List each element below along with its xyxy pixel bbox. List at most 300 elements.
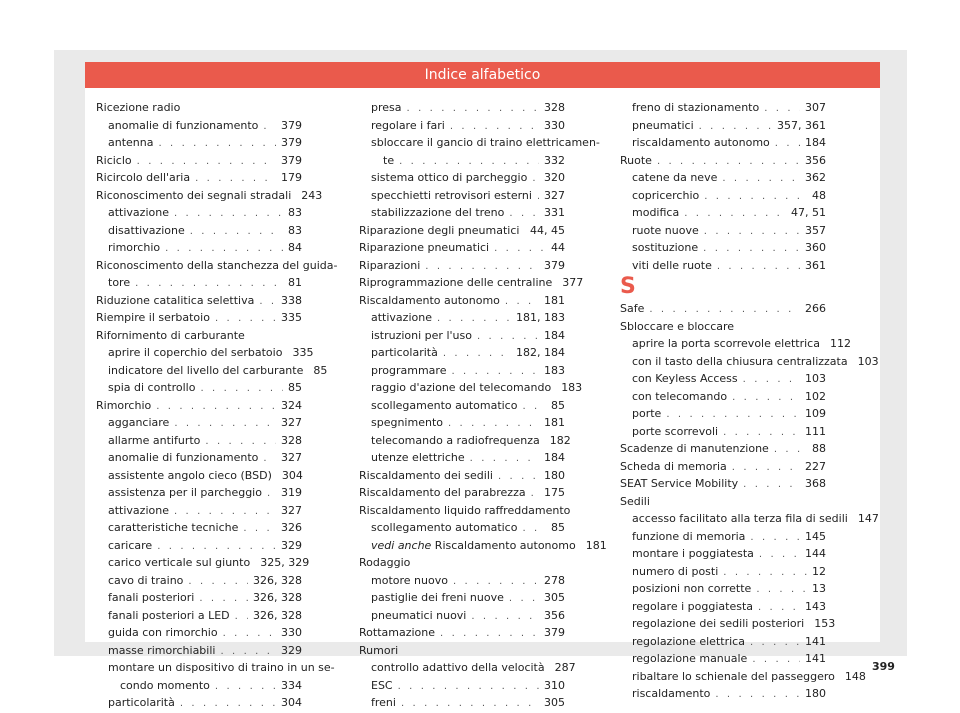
entry-label: Riparazione pneumatici [359, 241, 490, 254]
entry-label: montare un dispositivo di traino in un se- [108, 661, 335, 674]
entry-label: Riparazione degli pneumatici [359, 223, 520, 237]
dot-leader [715, 686, 800, 704]
entry-page-ref: 305 [544, 591, 565, 604]
entry-label: allarme antifurto [108, 433, 201, 447]
index-entry [96, 187, 323, 205]
entry-label: Ricircolo dell'aria [96, 171, 191, 184]
entry-label: indicatore del livello del carburante [108, 363, 304, 377]
dot-leader [774, 441, 807, 459]
entry-label: utenze elettriche [371, 451, 465, 464]
index-subentry [359, 344, 565, 362]
entry-page-ref: 304 [281, 696, 302, 709]
index-subentry [620, 545, 826, 563]
entry-label: regolazione manuale [632, 652, 748, 665]
entry-page-ref: 307 [805, 101, 826, 114]
index-subentry [620, 650, 826, 668]
index-entry [96, 99, 302, 117]
entry-page-ref: 361 [805, 258, 826, 272]
dot-leader [200, 380, 283, 398]
dot-leader [752, 651, 800, 669]
dot-leader [174, 205, 283, 223]
entry-label: Riconoscimento dei segnali stradali [96, 188, 292, 202]
entry-page-ref: 184 [544, 451, 565, 464]
dot-leader [522, 398, 546, 416]
entry-label: montare i poggiatesta [632, 547, 754, 560]
entry-page-ref: 175 [544, 486, 565, 499]
entry-label: ruote nuove [632, 223, 699, 237]
index-subentry [96, 572, 302, 590]
entry-page-ref: 287 [554, 661, 576, 674]
entry-label: Ruote [620, 153, 652, 167]
entry-page-ref: 102 [805, 389, 826, 403]
entry-label: programmare [371, 363, 447, 377]
section-letter: S [620, 274, 636, 299]
entry-label: pneumatici nuovi [371, 608, 467, 622]
entry-page-ref: 13 [812, 582, 826, 595]
entry-label: motore nuovo [371, 573, 448, 587]
index-entry [359, 642, 565, 660]
entry-page-ref: 319 [281, 486, 302, 499]
entry-label: condo momento [120, 678, 210, 692]
index-subentry [620, 405, 826, 423]
entry-page-ref: 81 [288, 276, 302, 289]
entry-page-ref: 379 [281, 153, 302, 167]
entry-page-ref: 179 [281, 171, 302, 184]
entry-label: controllo adattivo della velocità [371, 661, 545, 674]
index-subentry [359, 204, 565, 222]
entry-page-ref: 181, 183 [516, 311, 565, 324]
entry-label: Riscaldamento autonomo [359, 293, 500, 307]
entry-page-ref: 310 [544, 678, 565, 692]
entry-page-ref: 377 [562, 276, 584, 289]
dot-leader [494, 240, 546, 258]
index-subentry [359, 169, 565, 187]
entry-label: agganciare [108, 416, 170, 429]
entry-page-ref: 88 [812, 442, 826, 455]
dot-leader [470, 450, 539, 468]
dot-leader [722, 170, 800, 188]
entry-label: Rumori [359, 643, 399, 657]
dot-leader [263, 118, 276, 136]
entry-label: con il tasto della chiusura centralizzata [632, 354, 848, 368]
entry-label: disattivazione [108, 223, 185, 237]
dot-leader [743, 371, 800, 389]
entry-label: sbloccare il gancio di traino elettricamen- [371, 136, 600, 149]
entry-page-ref: 83 [288, 206, 302, 219]
index-entry [359, 484, 565, 502]
entry-page-ref: 84 [288, 241, 302, 254]
index-subentry [359, 99, 565, 117]
dot-leader [199, 590, 248, 608]
index-subentry [96, 414, 302, 432]
entry-label: con telecomando [632, 389, 728, 403]
entry-page-ref: 330 [281, 626, 302, 639]
index-entry [359, 467, 565, 485]
entry-label: porte scorrevoli [632, 424, 719, 438]
entry-label: regolazione dei sedili posteriori [632, 617, 805, 630]
dot-leader [205, 433, 276, 451]
dot-leader [425, 258, 539, 276]
entry-label: riscaldamento autonomo [632, 136, 770, 149]
dot-leader [723, 424, 800, 442]
index-subentry [359, 694, 565, 712]
entry-label: numero di posti [632, 564, 719, 578]
entry-page-ref: 379 [544, 626, 565, 639]
index-entry [96, 169, 302, 187]
entry-label: regolare i poggiatesta [632, 599, 753, 613]
entry-label: Riduzione catalitica selettiva [96, 293, 255, 307]
index-entry [359, 239, 565, 257]
dot-leader [775, 135, 800, 153]
entry-page-ref: 332 [544, 153, 565, 167]
dot-leader [759, 546, 800, 564]
entry-label: Riciclo [96, 153, 132, 167]
entry-label: tore [108, 276, 131, 289]
entry-page-ref: 325, 329 [260, 556, 310, 569]
entry-page-ref: 85 [288, 381, 302, 394]
dot-leader [699, 118, 772, 136]
entry-label: accesso facilitato alla terza fila di sedili [632, 512, 848, 525]
entry-label: funzione di memoria [632, 529, 746, 543]
dot-leader [723, 564, 807, 582]
entry-label: Rimorchio [96, 398, 152, 412]
index-entry [620, 458, 826, 476]
dot-leader [477, 328, 539, 346]
index-subentry [96, 589, 302, 607]
page-title: Indice alfabetico [424, 67, 541, 83]
entry-page-ref: 183 [561, 381, 583, 394]
index-header [85, 62, 880, 88]
entry-page-ref: 326, 328 [253, 608, 302, 622]
dot-leader [135, 275, 283, 293]
entry-label: posizioni non corrette [632, 582, 752, 595]
dot-leader [158, 135, 276, 153]
dot-leader [498, 468, 539, 486]
dot-leader [188, 573, 248, 591]
entry-label: spegnimento [371, 416, 443, 429]
dot-leader [666, 406, 800, 424]
entry-label: aprire il coperchio del serbatoio [108, 346, 283, 359]
dot-leader [522, 520, 546, 538]
entry-label: spia di controllo [108, 381, 196, 394]
entry-page-ref: 327 [544, 188, 565, 202]
index-column-1 [96, 99, 338, 712]
index-subentry [620, 633, 826, 651]
dot-leader [180, 695, 276, 713]
entry-label [371, 537, 576, 555]
entry-page-ref: 357, 361 [777, 118, 826, 132]
index-subentry [96, 274, 302, 292]
entry-page-ref: 326 [281, 521, 302, 534]
dot-leader [732, 389, 800, 407]
entry-page-ref: 111 [805, 424, 826, 438]
entry-label: con Keyless Access [632, 372, 738, 385]
index-subentry [96, 677, 302, 695]
dot-leader [649, 301, 800, 319]
index-entry [359, 292, 565, 310]
dot-leader [509, 590, 539, 608]
entry-page-ref: 103 [805, 372, 826, 385]
entry-label: Riscaldamento liquido raffreddamento [359, 503, 571, 517]
dot-leader [399, 153, 539, 171]
index-subentry [359, 414, 565, 432]
entry-page-ref: 356 [544, 608, 565, 622]
index-subentry [96, 117, 302, 135]
index-subentry [359, 187, 565, 205]
entry-label: regolare i fari [371, 118, 445, 132]
entry-page-ref: 379 [544, 258, 565, 272]
entry-label: antenna [108, 136, 154, 149]
dot-leader [703, 240, 800, 258]
dot-leader [537, 188, 539, 206]
entry-label: Safe [620, 302, 645, 315]
entry-label: Riconoscimento della stanchezza del guida- [96, 258, 338, 272]
entry-label: cavo di traino [108, 573, 184, 587]
entry-label: sostituzione [632, 241, 699, 254]
entry-page-ref: 12 [812, 564, 826, 578]
dot-leader [471, 608, 539, 626]
entry-label: copricerchio [632, 188, 700, 202]
entry-label: fanali posteriori [108, 591, 195, 604]
dot-leader [235, 608, 248, 626]
index-subentry [620, 685, 826, 703]
entry-page-ref: 48 [812, 188, 826, 202]
dot-leader [450, 118, 539, 136]
index-entry [359, 257, 565, 275]
index-subentry [620, 388, 826, 406]
entry-label: Scheda di memoria [620, 459, 727, 473]
dot-leader [263, 450, 276, 468]
index-subentry [96, 222, 302, 240]
entry-label: fanali posteriori a LED [108, 608, 230, 622]
index-subentry [359, 397, 565, 415]
index-subentry [620, 668, 866, 686]
dot-leader [267, 485, 276, 503]
entry-page-ref: 141 [805, 652, 826, 665]
entry-label: aprire la porta scorrevole elettrica [632, 337, 820, 350]
index-subentry [359, 677, 565, 695]
dot-leader [195, 170, 276, 188]
index-subentry [96, 362, 328, 380]
index-subentry [359, 309, 565, 327]
index-subentry [359, 449, 565, 467]
index-subentry [96, 607, 302, 625]
index-subentry [96, 134, 302, 152]
entry-page-ref: 305 [544, 696, 565, 709]
dot-leader [509, 205, 539, 223]
entry-label: Scadenze di manutenzione [620, 442, 769, 455]
entry-label: Rifornimento di carburante [96, 328, 245, 342]
index-subentry [620, 370, 826, 388]
dot-leader [532, 170, 539, 188]
dot-leader [215, 310, 276, 328]
entry-page-ref: 327 [281, 503, 302, 517]
entry-page-ref: 327 [281, 451, 302, 464]
index-entry [620, 152, 826, 170]
entry-page-ref: 379 [281, 136, 302, 149]
index-entry [96, 257, 338, 275]
entry-page-ref: 357 [805, 223, 826, 237]
dot-leader [743, 476, 800, 494]
dot-leader [758, 599, 800, 617]
index-subentry [96, 467, 302, 485]
index-subentry [620, 239, 826, 257]
index-subentry [96, 502, 302, 520]
entry-label: guida con rimorchio [108, 626, 218, 639]
entry-page-ref: 112 [829, 337, 851, 350]
index-subentry [96, 624, 302, 642]
dot-leader [157, 538, 276, 556]
entry-label: ESC [371, 678, 393, 692]
entry-page-ref: 181 [544, 416, 565, 429]
index-subentry [96, 659, 335, 677]
entry-page-ref: 266 [805, 302, 826, 315]
entry-page-ref: 145 [805, 529, 826, 543]
entry-page-ref: 47, 51 [791, 206, 826, 219]
index-subentry [96, 694, 302, 712]
entry-label: raggio d'azione del telecomando [371, 381, 552, 394]
entry-label: Sedili [620, 494, 650, 508]
index-subentry [359, 379, 583, 397]
entry-page-ref: 44, 45 [530, 223, 565, 237]
entry-label: assistente angolo cieco (BSD) [108, 468, 272, 482]
dot-leader [657, 153, 800, 171]
entry-see-also: vedi anche [371, 538, 432, 552]
entry-label: porte [632, 407, 662, 420]
index-column-3 [620, 99, 879, 703]
entry-see-also-target: Riscaldamento autonomo [431, 538, 576, 552]
entry-label: Rodaggio [359, 556, 411, 569]
index-subentry [359, 537, 607, 555]
index-subentry [359, 327, 565, 345]
entry-label: caratteristiche tecniche [108, 521, 239, 534]
entry-page-ref: 227 [805, 459, 826, 473]
index-entry [359, 554, 565, 572]
dot-leader [524, 223, 525, 241]
index-subentry [359, 362, 565, 380]
entry-page-ref: 153 [814, 617, 836, 630]
index-subentry [96, 344, 314, 362]
dot-leader [732, 459, 800, 477]
dot-leader [750, 634, 800, 652]
entry-page-ref: 85 [313, 363, 328, 377]
index-entry [359, 502, 571, 520]
entry-page-ref: 148 [844, 669, 866, 683]
entry-page-ref: 143 [805, 599, 826, 613]
dot-leader [704, 223, 800, 241]
entry-page-ref: 329 [281, 643, 302, 657]
dot-leader [156, 398, 276, 416]
dot-leader [764, 100, 800, 118]
entry-page-ref: 184 [805, 136, 826, 149]
entry-page-ref: 243 [301, 188, 323, 202]
entry-page-ref: 334 [281, 678, 302, 692]
entry-label: SEAT Service Mobility [620, 477, 739, 490]
entry-page-ref: 335 [292, 346, 314, 359]
entry-page-ref: 331 [544, 206, 565, 219]
dot-leader [437, 310, 511, 328]
index-entry [620, 440, 826, 458]
index-subentry [96, 537, 302, 555]
dot-leader [531, 485, 539, 503]
entry-label: particolarità [371, 346, 438, 359]
entry-label: attivazione [108, 206, 169, 219]
index-subentry [620, 423, 826, 441]
index-subentry [620, 117, 826, 135]
index-column-2 [359, 99, 607, 712]
index-entry [96, 309, 302, 327]
entry-page-ref: 85 [551, 521, 565, 534]
index-subentry [359, 134, 600, 152]
entry-page-ref: 326, 328 [253, 591, 302, 604]
index-subentry [96, 204, 302, 222]
index-entry [620, 475, 826, 493]
dot-leader [190, 223, 283, 241]
index-subentry [96, 432, 302, 450]
index-subentry [359, 519, 565, 537]
index-subentry [620, 204, 826, 222]
index-subentry [359, 589, 565, 607]
dot-leader [243, 520, 276, 538]
entry-label: anomalie di funzionamento [108, 451, 259, 464]
index-entry [620, 300, 826, 318]
entry-label: viti delle ruote [632, 258, 712, 272]
entry-page-ref: 180 [805, 687, 826, 700]
dot-leader [451, 363, 539, 381]
entry-label: te [383, 153, 395, 167]
index-subentry [620, 528, 826, 546]
entry-label: scollegamento automatico [371, 398, 518, 412]
entry-page-ref: 103 [857, 354, 879, 368]
index-entry [96, 292, 302, 310]
index-subentry [620, 222, 826, 240]
index-entry [359, 274, 584, 292]
entry-page-ref: 180 [544, 468, 565, 482]
index-subentry [620, 615, 836, 633]
dot-leader [165, 240, 283, 258]
dot-leader [443, 345, 511, 363]
entry-page-ref: 182 [549, 433, 571, 447]
index-subentry [96, 554, 310, 572]
entry-label: telecomando a radiofrequenza [371, 433, 540, 447]
index-subentry [359, 572, 565, 590]
entry-page-ref: 368 [805, 477, 826, 490]
entry-label: modifica [632, 206, 680, 219]
entry-label: Riparazioni [359, 258, 421, 272]
entry-label: Riempire il serbatoio [96, 311, 210, 324]
page-number: 399 [872, 660, 895, 673]
index-subentry [620, 187, 826, 205]
entry-page-ref: 109 [805, 407, 826, 420]
dot-leader [174, 415, 276, 433]
entry-label: particolarità [108, 696, 175, 709]
index-subentry [359, 117, 565, 135]
entry-page-ref: 326, 328 [253, 573, 302, 587]
entry-page-ref: 324 [281, 398, 302, 412]
dot-leader [398, 678, 539, 696]
index-subentry [620, 563, 826, 581]
entry-label: scollegamento automatico [371, 521, 518, 534]
dot-leader [401, 695, 539, 713]
entry-page-ref: 329 [281, 538, 302, 552]
entry-page-ref: 356 [805, 153, 826, 167]
index-entry [96, 327, 302, 345]
dot-leader [220, 643, 276, 661]
entry-page-ref: 338 [281, 293, 302, 307]
entry-label: Riprogrammazione delle centraline [359, 276, 553, 289]
entry-page-ref: 144 [805, 547, 826, 560]
entry-page-ref: 85 [551, 398, 565, 412]
